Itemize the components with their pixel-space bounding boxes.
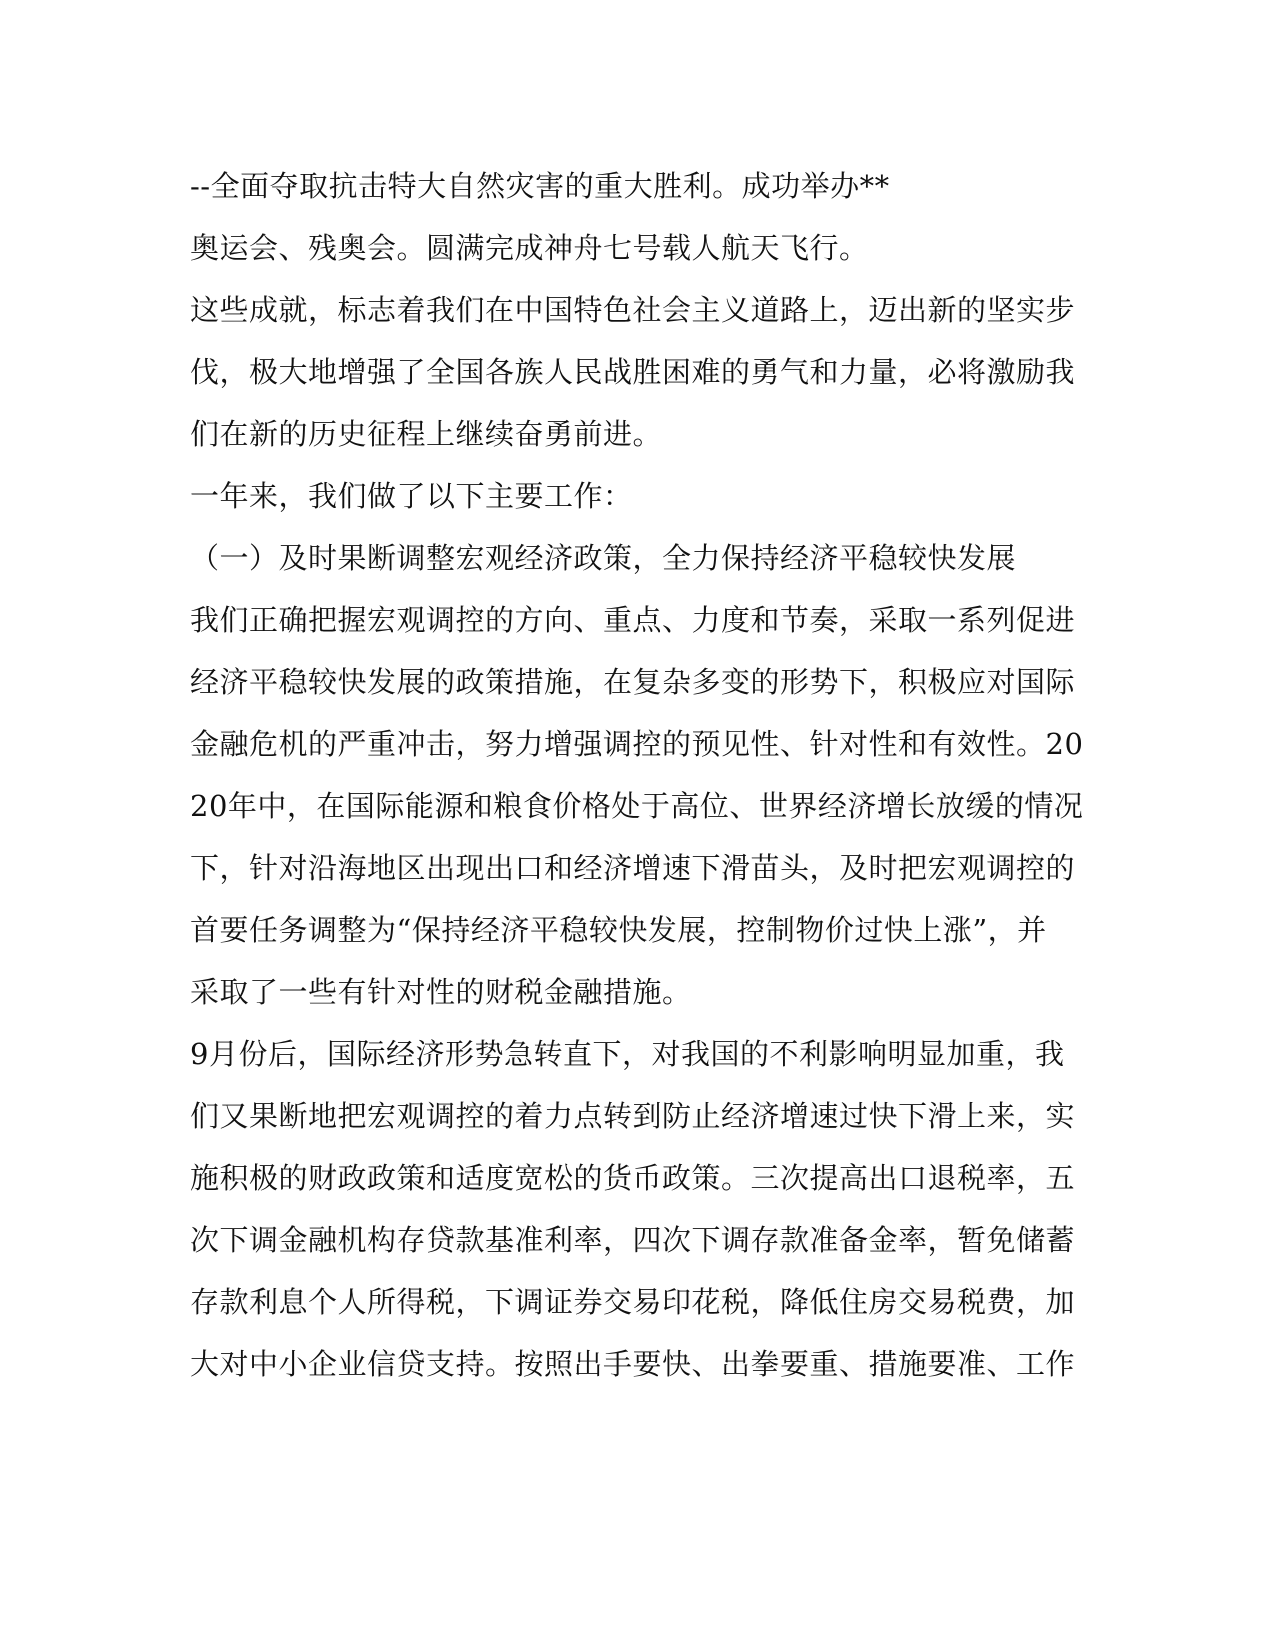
text-line: 大对中小企业信贷支持。按照出手要快、出拳要重、措施要准、工作: [190, 1347, 1076, 1381]
text-line: --全面夺取抗击特大自然灾害的重大胜利。成功举办**: [190, 169, 890, 203]
text-line: 金融危机的严重冲击，努力增强调控的预见性、针对性和有效性。20: [190, 727, 1084, 761]
text-line: 20年中，在国际能源和粮食价格处于高位、世界经济增长放缓的情况: [190, 789, 1084, 823]
document-body: [190, 155, 1084, 1395]
text-line: 采取了一些有针对性的财税金融措施。: [190, 975, 692, 1009]
text-line: 施积极的财政政策和适度宽松的货币政策。三次提高出口退税率，五: [190, 1161, 1076, 1195]
text-line: 伐，极大地增强了全国各族人民战胜困难的勇气和力量，必将激励我: [190, 355, 1076, 389]
text-line: 9月份后，国际经济形势急转直下，对我国的不利影响明显加重，我: [190, 1037, 1065, 1071]
text-line: 下，针对沿海地区出现出口和经济增速下滑苗头，及时把宏观调控的: [190, 851, 1076, 885]
text-line: 存款利息个人所得税，下调证券交易印花税，降低住房交易税费，加: [190, 1285, 1076, 1319]
text-line: 们在新的历史征程上继续奋勇前进。: [190, 417, 663, 451]
text-line: 经济平稳较快发展的政策措施，在复杂多变的形势下，积极应对国际: [190, 665, 1076, 699]
text-line: 奥运会、残奥会。圆满完成神舟七号载人航天飞行。: [190, 231, 869, 265]
text-line: 首要任务调整为“保持经济平稳较快发展，控制物价过快上涨”，并: [190, 913, 1047, 947]
text-line: 一年来，我们做了以下主要工作：: [190, 479, 633, 513]
text-line: 次下调金融机构存贷款基准利率，四次下调存款准备金率，暂免储蓄: [190, 1223, 1076, 1257]
text-line: 我们正确把握宏观调控的方向、重点、力度和节奏，采取一系列促进: [190, 603, 1076, 637]
text-line: 这些成就，标志着我们在中国特色社会主义道路上，迈出新的坚实步: [190, 293, 1076, 327]
text-line: 们又果断地把宏观调控的着力点转到防止经济增速过快下滑上来，实: [190, 1099, 1076, 1133]
section-heading: （一）及时果断调整宏观经济政策，全力保持经济平稳较快发展: [190, 541, 1017, 575]
